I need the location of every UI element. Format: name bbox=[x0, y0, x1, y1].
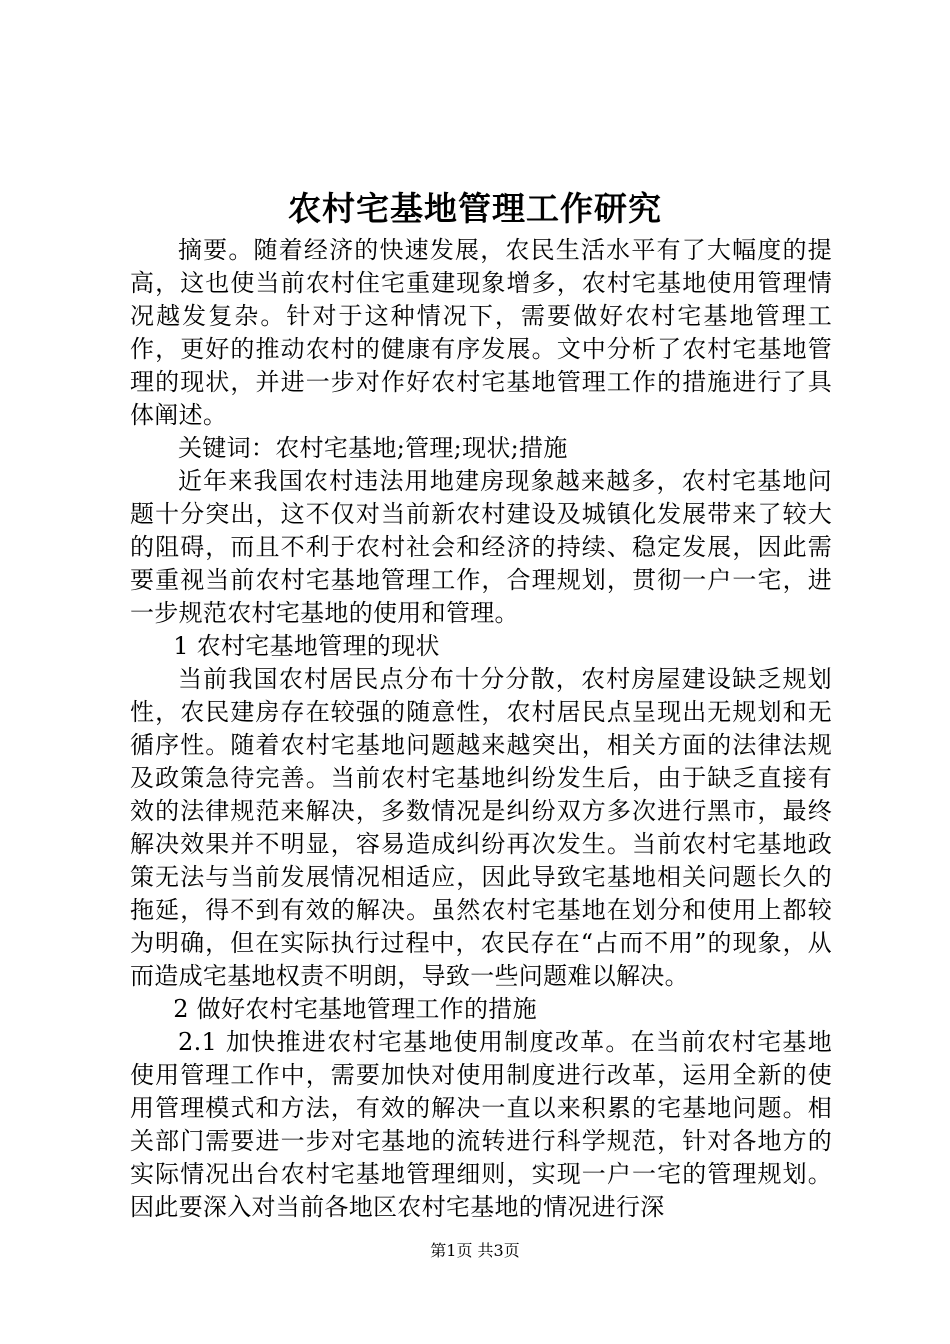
document-title: 农村宅基地管理工作研究 bbox=[288, 189, 662, 228]
document-body bbox=[130, 234, 832, 1224]
section-1-paragraph: 当前我国农村居民点分布十分分散，农村房屋建设缺乏规划性，农民建房存在较强的随意性，农村居民点呈现出无规划和无循序性。随着农村宅基地问题越来越突出，相关方面的法律法规及政策急待完善。当前农村宅基地纠纷发生后，由于缺乏直接有效的法律规范来解决，多数情况是纠纷双方多次进行黑市，最终解决效果并不明显，容易造成纠纷再次发生。当前农村宅基地政策无法与当前发展情况相适应，因此导致宅基地相关问题长久的拖延，得不到有效的解决。虽然农村宅基地在划分和使用上都较为明确，但在实际执行过程中，农民存在“占而不用”的现象，从而造成宅基地权责不明朗，导致一些问题难以解决。 bbox=[130, 665, 832, 990]
introduction-paragraph: 近年来我国农村违法用地建房现象越来越多，农村宅基地问题十分突出，这不仅对当前新农村建设及城镇化发展带来了较大的阻碍，而且不利于农村社会和经济的持续、稳定发展，因此需要重视当前农村宅基地管理工作，合理规划，贯彻一户一宅，进一步规范农村宅基地的使用和管理。 bbox=[130, 467, 832, 627]
section-2-1-paragraph: 2.1 加快推进农村宅基地使用制度改革。在当前农村宅基地使用管理工作中，需要加快对使用制度进行改革，运用全新的使用管理模式和方法，有效的解决一直以来积累的宅基地问题。相关部门需要进一步对宅基地的流转进行科学规范，针对各地方的实际情况出台农村宅基地管理细则，实现一户一宅的管理规划。因此要深入对当前各地区农村宅基地的情况进行深 bbox=[130, 1028, 832, 1221]
keywords-paragraph: 关键词：农村宅基地;管理;现状;措施 bbox=[178, 434, 568, 462]
abstract-paragraph: 摘要。随着经济的快速发展，农民生活水平有了大幅度的提高，这也使当前农村住宅重建现象增多，农村宅基地使用管理情况越发复杂。针对于这种情况下，需要做好农村宅基地管理工作，更好的推动农村的健康有序发展。文中分析了农村宅基地管理的现状，并进一步对作好农村宅基地管理工作的措施进行了具体阐述。 bbox=[130, 236, 832, 429]
section-heading-1: 1 农村宅基地管理的现状 bbox=[173, 632, 440, 660]
page-footer: 第1页 共3页 bbox=[430, 1241, 520, 1260]
section-heading-2: 2 做好农村宅基地管理工作的措施 bbox=[173, 995, 537, 1023]
